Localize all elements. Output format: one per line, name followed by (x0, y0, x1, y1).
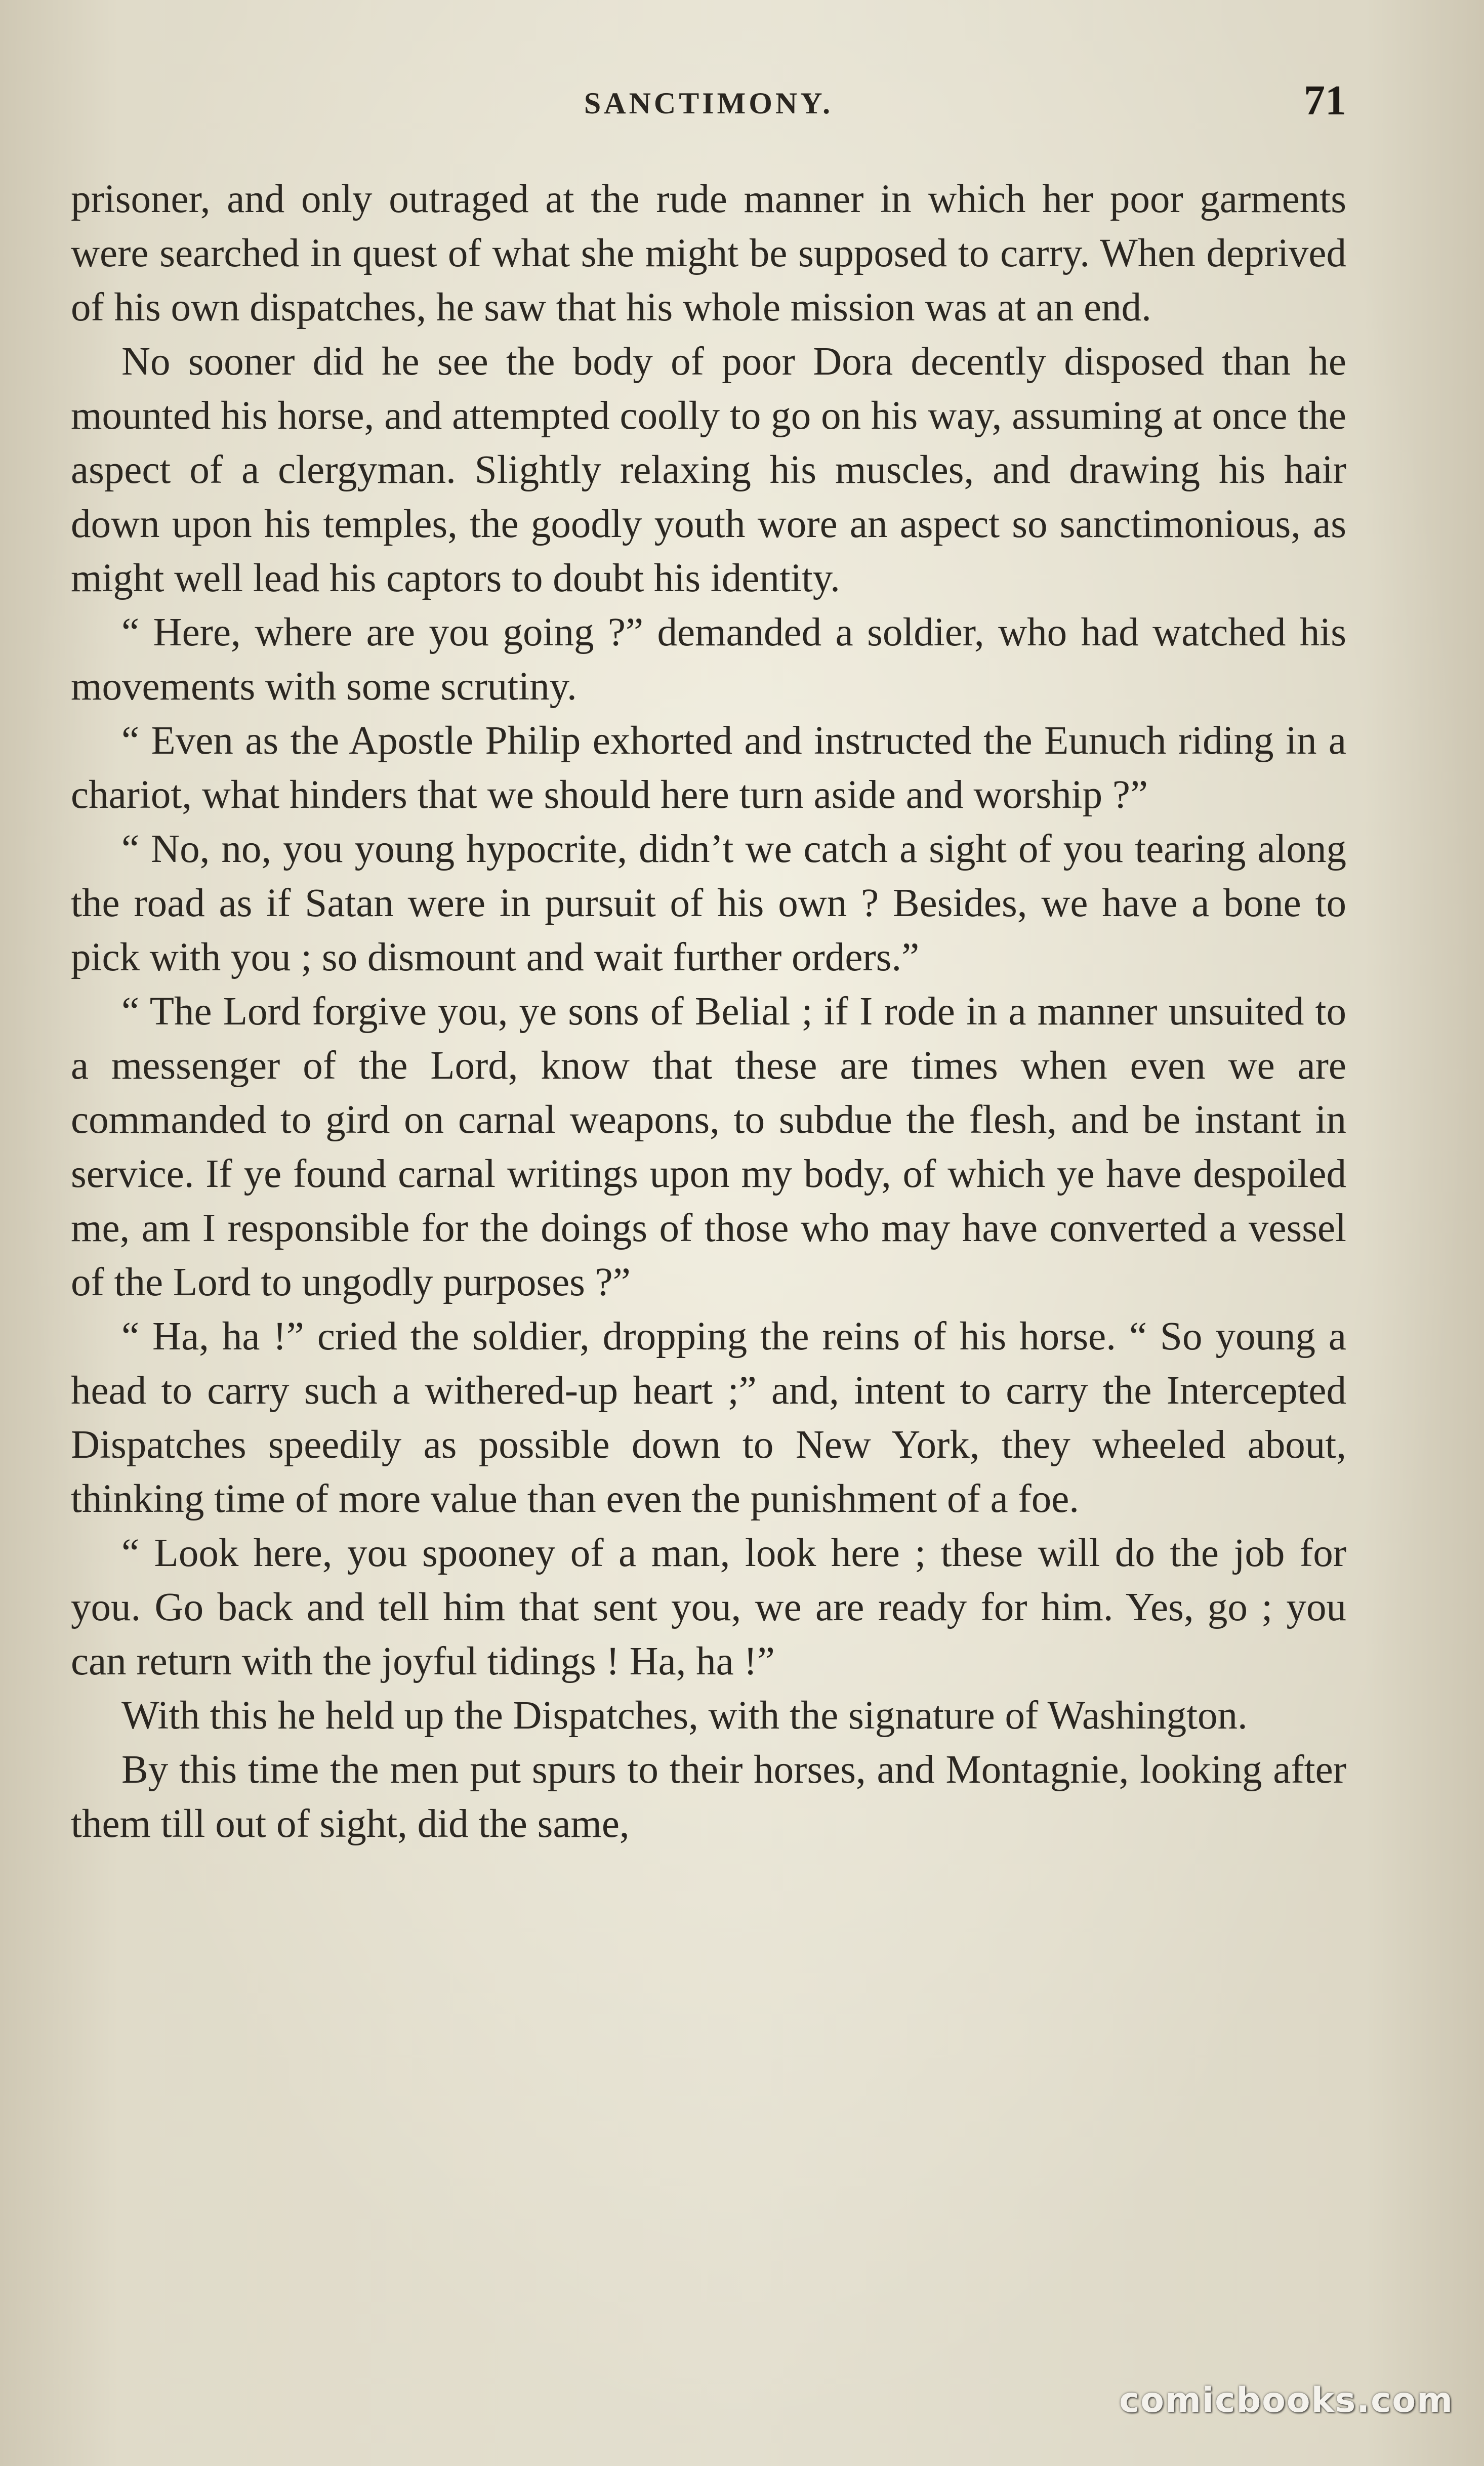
paragraph: “ Here, where are you going ?” demanded a soldier, who had watched his movements with some scrutiny. (71, 610, 1346, 709)
watermark: comicbooks.com (1119, 2380, 1454, 2420)
paragraph: prisoner, and only outraged at the rude manner in which her poor garments were searched in quest of what she might be supposed to carry. When deprived of his own dispatches, he saw that his whole mission was at an end. (71, 177, 1346, 330)
paragraph: No sooner did he see the body of poor Dora decently disposed than he mounted his horse, and attempted coolly to go on his way, assuming at once the aspect of a clergyman. Slightly relaxing his muscles, and drawing his hair down upon his temples, the goodly youth wore an aspect so sanctimonious, as might well lead his captors to doubt his identity. (71, 340, 1346, 600)
body-text (71, 172, 1346, 1851)
paragraph: “ Look here, you spooney of a man, look here ; these will do the job for you. Go back and tell him that sent you, we are ready for him. Yes, go ; you can return with the joyful tidings ! Ha, ha !” (71, 1531, 1346, 1683)
paragraph: “ The Lord forgive you, ye sons of Belial ; if I rode in a manner unsuited to a messenger of the Lord, know that these are times when even we are commanded to gird on carnal weapons, to subdue the flesh, and be instant in service. If ye found carnal writings upon my body, of which ye have despoiled me, am I responsible for the doings of those who may have converted a vessel of the Lord to ungodly purposes ?” (71, 990, 1346, 1304)
paragraph: By this time the men put spurs to their horses, and Montagnie, looking after them till out of sight, did the same, (71, 1748, 1346, 1846)
paragraph: “ Even as the Apostle Philip exhorted and instructed the Eunuch riding in a chariot, what hinders that we should here turn aside and worship ?” (71, 719, 1346, 817)
paragraph: “ No, no, you young hypocrite, didn’t we catch a sight of you tearing along the road as if Satan were in pursuit of his own ? Besides, we have a bone to pick with you ; so dismount and wait further orders.” (71, 827, 1346, 979)
page-header (71, 76, 1346, 137)
paragraph: “ Ha, ha !” cried the soldier, dropping the reins of his horse. “ So young a head to carry such a withered-up heart ;” and, intent to carry the Intercepted Dispatches speedily as possible down to New York, they wheeled about, thinking time of more value than even the punishment of a foe. (71, 1314, 1346, 1521)
page-number: 71 (1304, 77, 1346, 124)
running-head: SANCTIMONY. (584, 87, 834, 120)
paragraph: With this he held up the Dispatches, with the signature of Washington. (121, 1694, 1248, 1738)
